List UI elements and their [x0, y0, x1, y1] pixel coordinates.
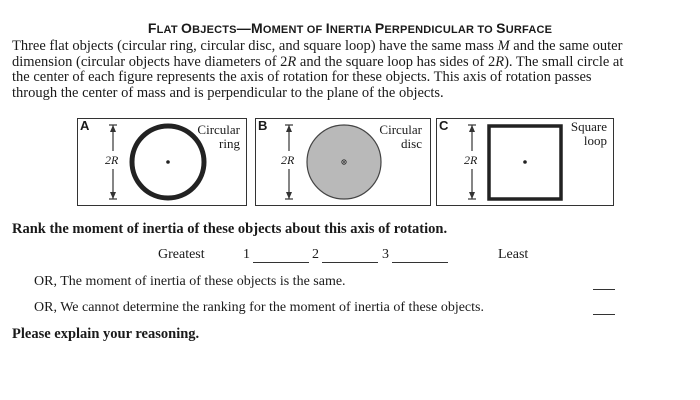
option-same: OR, The moment of inertia of these objects is the same.	[34, 274, 346, 289]
panel-caption: Square loop	[570, 119, 607, 148]
axis-dot	[166, 160, 170, 164]
rank-number-2: 2	[312, 247, 319, 262]
panel-caption: Circular ring	[197, 122, 240, 151]
rank-number-3: 3	[382, 247, 389, 262]
rank-1-blank[interactable]	[253, 262, 309, 263]
option-cannot-determine: OR, We cannot determine the ranking for the moment of inertia of these objects.	[34, 300, 484, 315]
panel-circular-disc	[255, 118, 431, 206]
rank-number-1: 1	[243, 247, 250, 262]
panel-letter: B	[258, 118, 268, 133]
intro-paragraph: Three flat objects (circular ring, circular disc, and square loop) have the same mass M and the same outer dimension (circular objects have diameters of 2R and the square loop has sides of 2R). The small circle at the center of each figure represents the axis of rotation for these objects. This axis of rotation passes through the center of mass and is perpendicular to the plane of the objects.	[12, 38, 624, 101]
dimension-label: 2R	[464, 153, 478, 167]
panel-square-loop	[436, 118, 614, 206]
least-label: Least	[498, 247, 529, 262]
axis-dot	[523, 160, 527, 164]
panel-caption: Circular disc	[379, 122, 422, 151]
greatest-label: Greatest	[158, 247, 205, 262]
rank-3-blank[interactable]	[392, 262, 448, 263]
panel-letter: C	[439, 118, 449, 133]
dimension-label: 2R	[105, 153, 119, 167]
ranking-question: Rank the moment of inertia of these objects about this axis of rotation.	[12, 221, 448, 237]
rank-2-blank[interactable]	[322, 262, 378, 263]
panel-letter: A	[80, 118, 90, 133]
option-same-blank[interactable]	[593, 289, 615, 290]
page-title: FLAT OBJECTS—MOMENT OF INERTIA PERPENDICULAR TO SURFACE	[147, 20, 553, 36]
option-cannot-blank[interactable]	[593, 314, 615, 315]
dimension-label: 2R	[281, 153, 295, 167]
panel-circular-ring	[77, 118, 247, 206]
explain-reasoning-prompt: Please explain your reasoning.	[12, 326, 200, 342]
